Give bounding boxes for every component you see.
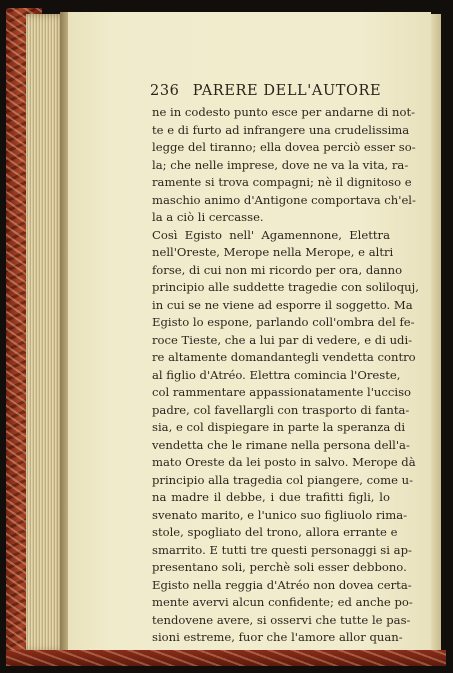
- text-line: roce Tieste, che a lui par di vedere, e di udi-: [152, 332, 413, 347]
- running-header: [150, 83, 410, 99]
- text-line: na madre il debbe, i due trafitti figli, lo: [152, 490, 390, 504]
- text-line: mato Oreste da lei posto in salvo. Merope dà: [152, 455, 416, 469]
- text-line: ramente si trova compagni; nè il dignitoso e: [152, 175, 412, 189]
- text-line: stole, spogliato del trono, allora errante e: [152, 525, 398, 539]
- text-line: legge del tiranno; ella dovea perciò esser so-: [152, 140, 416, 154]
- text-line: col rammentare appassionatamente l'ucciso: [152, 385, 412, 399]
- text-line: Egisto lo espone, parlando coll'ombra del fe-: [152, 315, 415, 329]
- text-line: te e di furto ad infrangere una crudelissima: [152, 122, 410, 137]
- text-line: vendetta che le rimane nella persona dell'a-: [152, 437, 410, 452]
- text-line: forse, di cui non mi ricordo per ora, danno: [152, 262, 403, 277]
- text-line: tendovene avere, si osservi che tutte le pas-: [152, 612, 411, 627]
- text-line: presentano soli, perchè soli esser debbono.: [152, 560, 407, 574]
- right-page-edge: [431, 14, 441, 652]
- text-line: al figlio d'Atréo. Elettra comincia l'Oreste,: [152, 367, 401, 382]
- text-line: Egisto nella reggia d'Atréo non dovea certa-: [152, 577, 412, 592]
- text-line: re altamente domandantegli vendetta contro: [152, 350, 416, 364]
- text-line: nell'Oreste, Merope nella Merope, e altri: [152, 245, 394, 259]
- text-line: Così Egisto nell' Agamennone, Elettra: [152, 227, 390, 242]
- text-line: sia, e col dispiegare in parte la speranza di: [152, 420, 406, 434]
- page-number: 236: [150, 83, 180, 99]
- text-line: maschio animo d'Antigone comportava ch'el-: [152, 192, 416, 207]
- text-line: in cui se ne viene ad esporre il soggetto. Ma: [152, 297, 413, 312]
- marbled-cover-bottom: [6, 650, 446, 666]
- text-line: la a ciò li cercasse.: [152, 210, 264, 224]
- running-head-title: PARERE DELL'AUTORE: [192, 83, 382, 99]
- text-line: la; che nelle imprese, dove ne va la vita, ra-: [152, 157, 409, 172]
- text-line: padre, col favellargli con trasporto di fanta-: [152, 402, 410, 417]
- text-line: smarrito. E tutti tre questi personaggi si ap-: [152, 542, 412, 557]
- body-text: [152, 104, 419, 647]
- text-line: principio alla tragedia col piangere, come u-: [152, 472, 414, 487]
- text-line: mente avervi alcun confidente; ed anche po-: [152, 595, 413, 609]
- text-line: principio alle suddette tragedie con soliloquj,: [152, 280, 419, 294]
- text-line: svenato marito, e l'unico suo figliuolo rima-: [152, 507, 408, 522]
- text-line: ne in codesto punto esce per andarne di not-: [152, 105, 416, 119]
- text-line: sioni estreme, fuor che l'amore allor quan-: [152, 630, 403, 644]
